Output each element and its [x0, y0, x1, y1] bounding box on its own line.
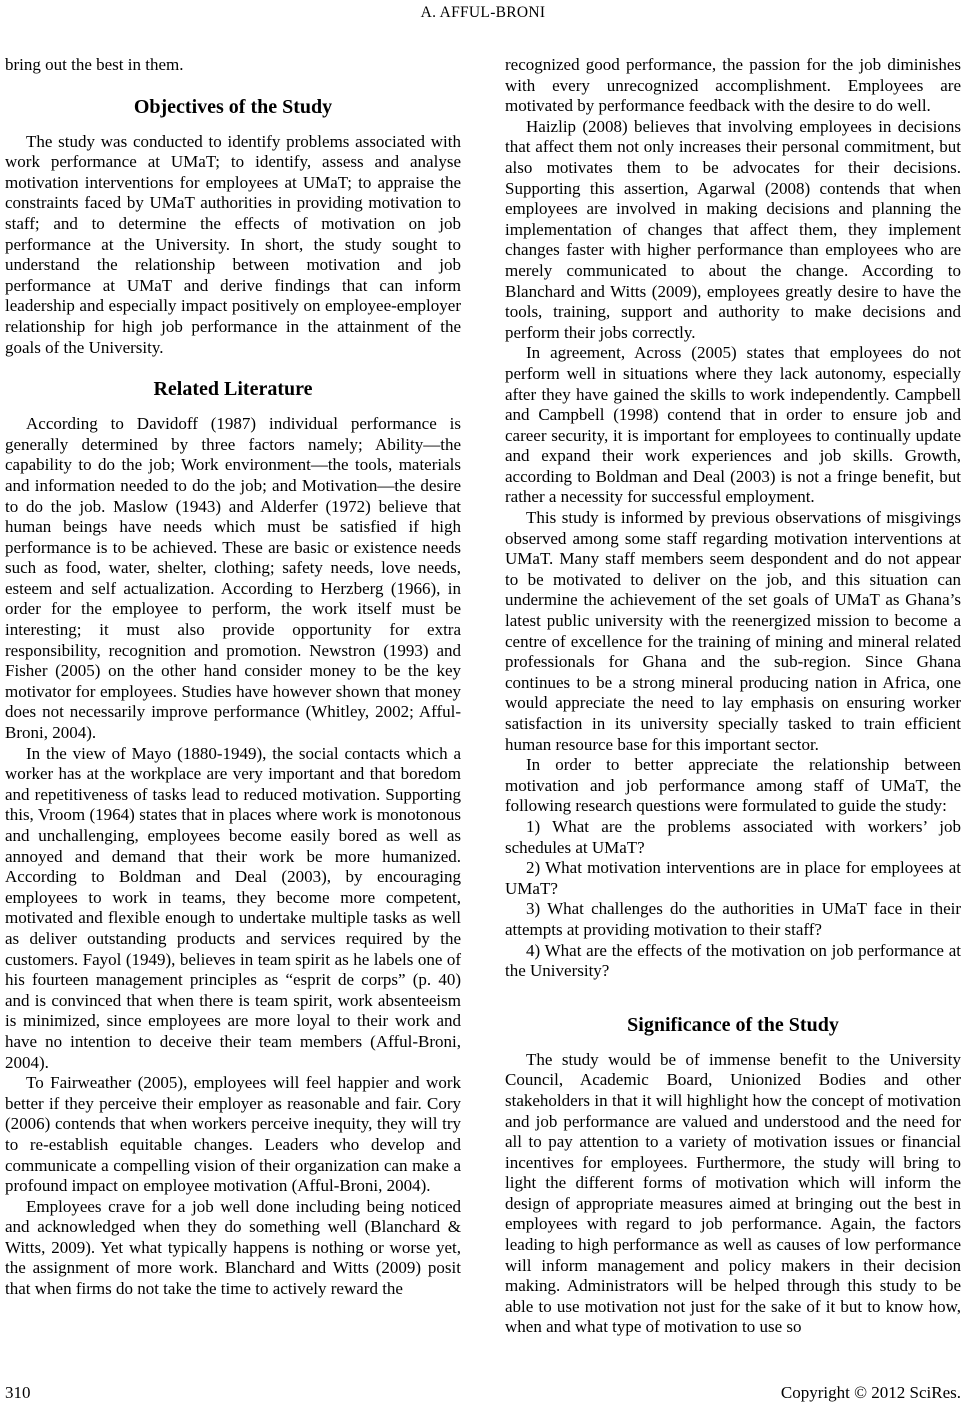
paragraph: In order to better appreciate the relationship between motivation and job performance among staff of UMaT, the following research questions were formulated to guide the study: — [505, 755, 961, 816]
page-number: 310 — [5, 1383, 31, 1402]
section-heading-related-literature: Related Literature — [153, 378, 313, 401]
research-question-1: 1) What are the problems associated with workers’ job schedules at UMaT? — [505, 816, 961, 857]
research-question-3: 3) What challenges do the authorities in UMaT face in their attempts at providing motivation to their staff? — [505, 899, 961, 939]
paragraph: Employees crave for a job well done including being noticed and acknowledged when they do something well (Blanchard & Witts, 2009). Yet what typically happens is nothing or worse yet, the assignment of more work. Blanchard and Witts (2009) posit that when firms do not take the time to actively reward the — [5, 1196, 461, 1299]
paragraph: To Fairweather (2005), employees will feel happier and work better if they perceive their employer as reasonable and fair. Cory (2006) contends that when workers perceive inequity, they will try to re-establish equitable changes. Leaders who develop and communicate a compelling vision of their organization can make a profound impact on employee motivation (Afful-Broni, 2004). — [5, 1073, 461, 1196]
running-head: A. AFFUL-BRONI — [420, 4, 546, 21]
page-footer — [5, 1383, 961, 1403]
paragraph: The study was conducted to identify problems associated with work performance at UMaT; to identify, assess and analyse motivation interventions for employees at UMaT; to appraise the constraints faced by UMaT authorities in providing motivation to staff; and to determine the effects of motivation on job performance at the University. In short, the study sought to understand the relationship between motivation and job performance at UMaT and derive findings that can inform leadership and especially impact positively on employee-employer relationship for high job performance in the attainment of the goals of the University. — [5, 131, 461, 357]
paragraph: This study is informed by previous observations of misgivings observed among some staff regarding motivation interventions at UMaT. Many staff members seem despondent and do not appear to be motivated to deliver on the job, and this situation can undermine the achievement of the set goals of UMaT as Ghana’s latest public university with the reenergized mission to become a centre of excellence for the training of mining and mineral related professionals for Ghana and the sub-region. Since Ghana continues to be a strong mineral producing nation in Africa, one would appreciate the need to lay emphasis on ensuring worker satisfaction in its university specially tasked to train efficient human resource base for this important sector. — [505, 508, 961, 754]
copyright-notice: Copyright © 2012 SciRes. — [780, 1383, 961, 1402]
paragraph: The study would be of immense benefit to the University Council, Academic Board, Unionized Bodies and other stakeholders in that it will highlight how the concept of motivation and job performance are valued and understood and the need for all to pay attention to a variety of motivation issues or financial incentives for employees. Furthermore, the study will bring to light the different forms of motivation which will inform the design of appropriate measures aimed at bringing out the best in employees with regard to job performance. Again, the factors leading to high performance as well as causes of low performance will inform management and policy makers in their decision making. Administrators will be helped through this study to be able to use motivation not just for the sake of it but to know how, when and what type of motivation to use so — [505, 1049, 961, 1337]
left-column — [5, 55, 461, 1338]
paragraph: According to Davidoff (1987) individual performance is generally determined by three factors namely; Ability—the capability to do the job; Work environment—the tools, materials and information needed to do the job; and Motivation—the desire to do the job. Maslow (1943) and Alderfer (1972) believe that human beings have needs which must be satisfied if high performance is to be achieved. These are basic or existence needs such as food, water, shelter, clothing; safety needs, love needs, esteem and self actualization. According to Herzberg (1966), in order for the employee to perform, the work itself must be interesting; it must also provide opportunity for extra responsibility, recognition and promotion. Newstron (1993) and Fisher (2005) on the other hand consider money to be the key motivator for employees. Studies have however shown that money does not necessarily improve performance (Whitley, 2002; Afful-Broni, 2004). — [5, 414, 461, 743]
section-heading-objectives: Objectives of the Study — [133, 95, 333, 118]
paragraph: In the view of Mayo (1880-1949), the social contacts which a worker has at the workplace are very important and that boredom and repetitiveness of tasks lead to reduced motivation. Supporting this, Vroom (1964) states that in places where work is monotonous and unchallenging, employees become easily bored as well as annoyed and demand that their work be more humanized. According to Boldman and Deal (2003), by encouraging employees to work in teams, they become more competent, motivated and flexible enough to undertake multiple tasks as well as deliver outstanding products and services required by the customers. Fayol (1949), believes in team spirit as he labels one of his fourteen management principles as “esprit de corps” (p. 40) and is convinced that when there is team spirit, work absenteeism is minimized, since employees are more loyal to their work and have no intention to deceive their team members (Afful-Broni, 2004). — [5, 743, 461, 1072]
research-question-4: 4) What are the effects of the motivation on job performance at the University? — [505, 940, 961, 981]
paragraph: In agreement, Across (2005) states that employees do not perform well in situations where they lack autonomy, especially after they have gained the skills to work independently. Campbell and Campbell (1998) contend that in order to ensure job and career security, it is important for employees to continually update and expand their work experiences and job skills. Growth, according to Boldman and Deal (2003) is not a fringe benefit, but rather a necessity for successful employment. — [505, 343, 961, 507]
section-heading-significance: Significance of the Study — [627, 1013, 839, 1036]
paragraph-continuation: bring out the best in them. — [5, 55, 184, 74]
research-question-2: 2) What motivation interventions are in place for employees at UMaT? — [505, 858, 961, 898]
paragraph: Haizlip (2008) believes that involving employees in decisions that affect them not only increases their personal commitment, but also motivates them to be advocates for their decisions. Supporting this assertion, Agarwal (2008) contends that when employees are involved in making decisions and planning the implementation of changes that affect them, they implement changes faster with higher performance than employees who are merely communicated to about the change. According to Blanchard and Witts (2009), employees greatly desire to have the tools, training, support and authority to make decisions and perform their jobs correctly. — [505, 116, 961, 342]
two-column-body — [5, 55, 961, 1338]
right-column — [505, 55, 961, 1338]
paragraph-continuation: recognized good performance, the passion for the job diminishes with every unrecognized accomplishment. Employees are motivated by performance feedback with the desire to do well. — [505, 55, 961, 116]
